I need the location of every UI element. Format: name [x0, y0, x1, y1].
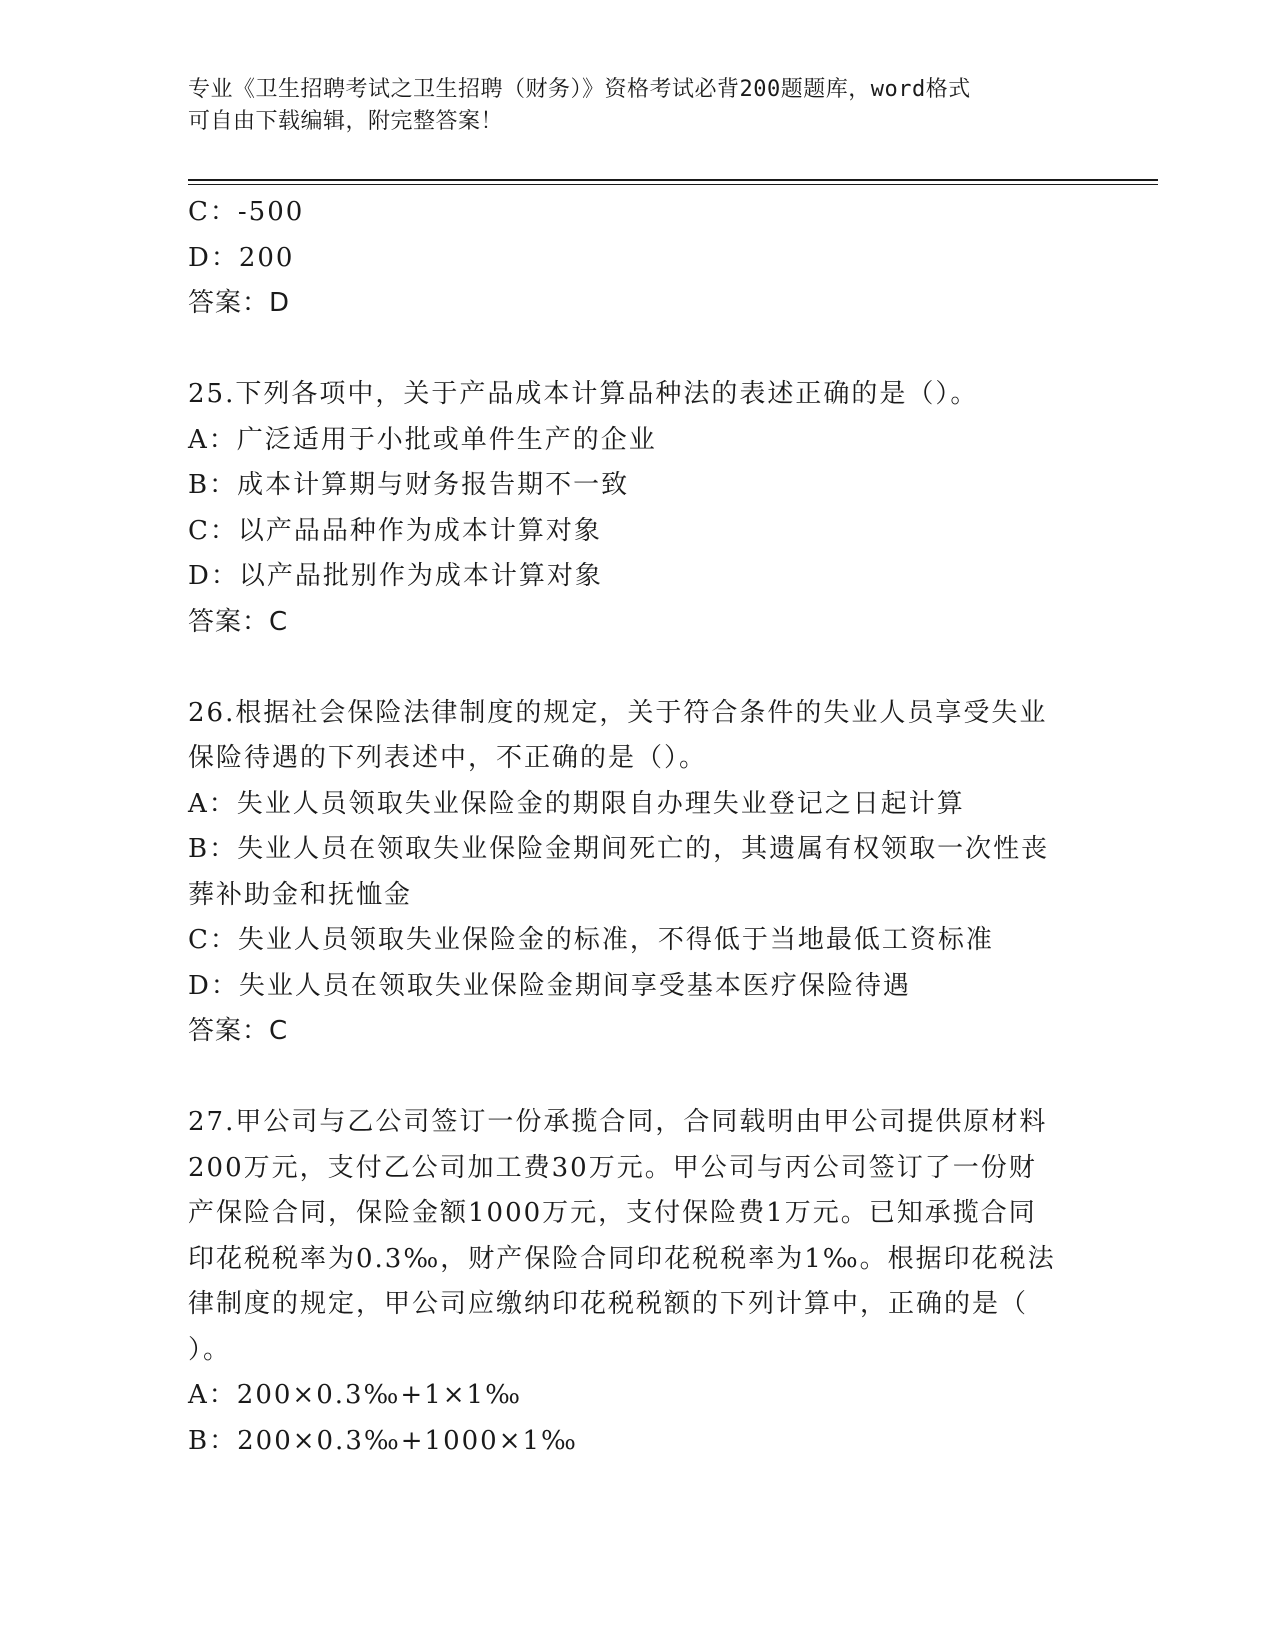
prev-option-c: C：-500: [188, 197, 305, 227]
q26-option-a: A：失业人员领取失业保险金的期限自办理失业登记之日起计算: [188, 788, 965, 819]
q26-stem-line-1: 26.根据社会保险法律制度的规定，关于符合条件的失业人员享受失业: [188, 697, 1048, 728]
question-content: [188, 190, 1088, 1464]
q27-option-b: B：200×0.3‰+1000×1‰: [188, 1425, 578, 1456]
q26-option-d: D：失业人员在领取失业保险金期间享受基本医疗保险待遇: [188, 970, 911, 1001]
header-title-line-2: 可自由下载编辑，附完整答案！: [188, 109, 504, 134]
q25-option-d: D：以产品批别作为成本计算对象: [188, 561, 603, 591]
q25-option-b: B：成本计算期与财务报告期不一致: [188, 470, 630, 500]
q26-stem-line-2: 保险待遇的下列表述中，不正确的是（）。: [188, 743, 708, 773]
q25-answer: 答案：C: [188, 606, 289, 637]
header-title-line-1: 专业《卫生招聘考试之卫生招聘（财务）》资格考试必背200题题库，word格式: [188, 77, 971, 102]
q26-answer: 答案：C: [188, 1016, 289, 1046]
q27-stem-line-6: ）。: [188, 1334, 232, 1365]
spacer: [188, 327, 1088, 373]
q27-stem-line-1: 27.甲公司与乙公司签订一份承揽合同，合同载明由甲公司提供原材料: [188, 1107, 1048, 1137]
q25-option-c: C：以产品品种作为成本计算对象: [188, 515, 602, 546]
spacer: [188, 1055, 1088, 1101]
q26-option-c: C：失业人员领取失业保险金的标准，不得低于当地最低工资标准: [188, 925, 994, 955]
q26-option-b-line-2: 葬补助金和抚恤金: [188, 879, 413, 910]
q27-stem-line-4: 印花税税率为0.3‰，财产保险合同印花税税率为1‰。根据印花税法: [188, 1243, 1056, 1274]
header-divider-thick: [188, 179, 1158, 181]
q27-option-a: A：200×0.3‰+1×1‰: [188, 1380, 522, 1410]
q25-stem: 25.下列各项中，关于产品成本计算品种法的表述正确的是（）。: [188, 379, 979, 409]
q25-option-a: A：广泛适用于小批或单件生产的企业: [188, 424, 657, 455]
document-header: [188, 74, 1068, 138]
prev-answer: 答案：D: [188, 288, 291, 318]
q27-stem-line-2: 200万元，支付乙公司加工费30万元。甲公司与丙公司签订了一份财: [188, 1152, 1037, 1183]
q27-stem-line-5: 律制度的规定，甲公司应缴纳印花税税额的下列计算中，正确的是（: [188, 1289, 1029, 1319]
q27-stem-line-3: 产保险合同，保险金额1000万元，支付保险费1万元。已知承揽合同: [188, 1198, 1037, 1228]
q26-option-b-line-1: B：失业人员在领取失业保险金期间死亡的，其遗属有权领取一次性丧: [188, 834, 1050, 864]
prev-option-d: D：200: [188, 242, 295, 273]
header-divider-thin: [188, 184, 1158, 185]
spacer: [188, 645, 1088, 691]
